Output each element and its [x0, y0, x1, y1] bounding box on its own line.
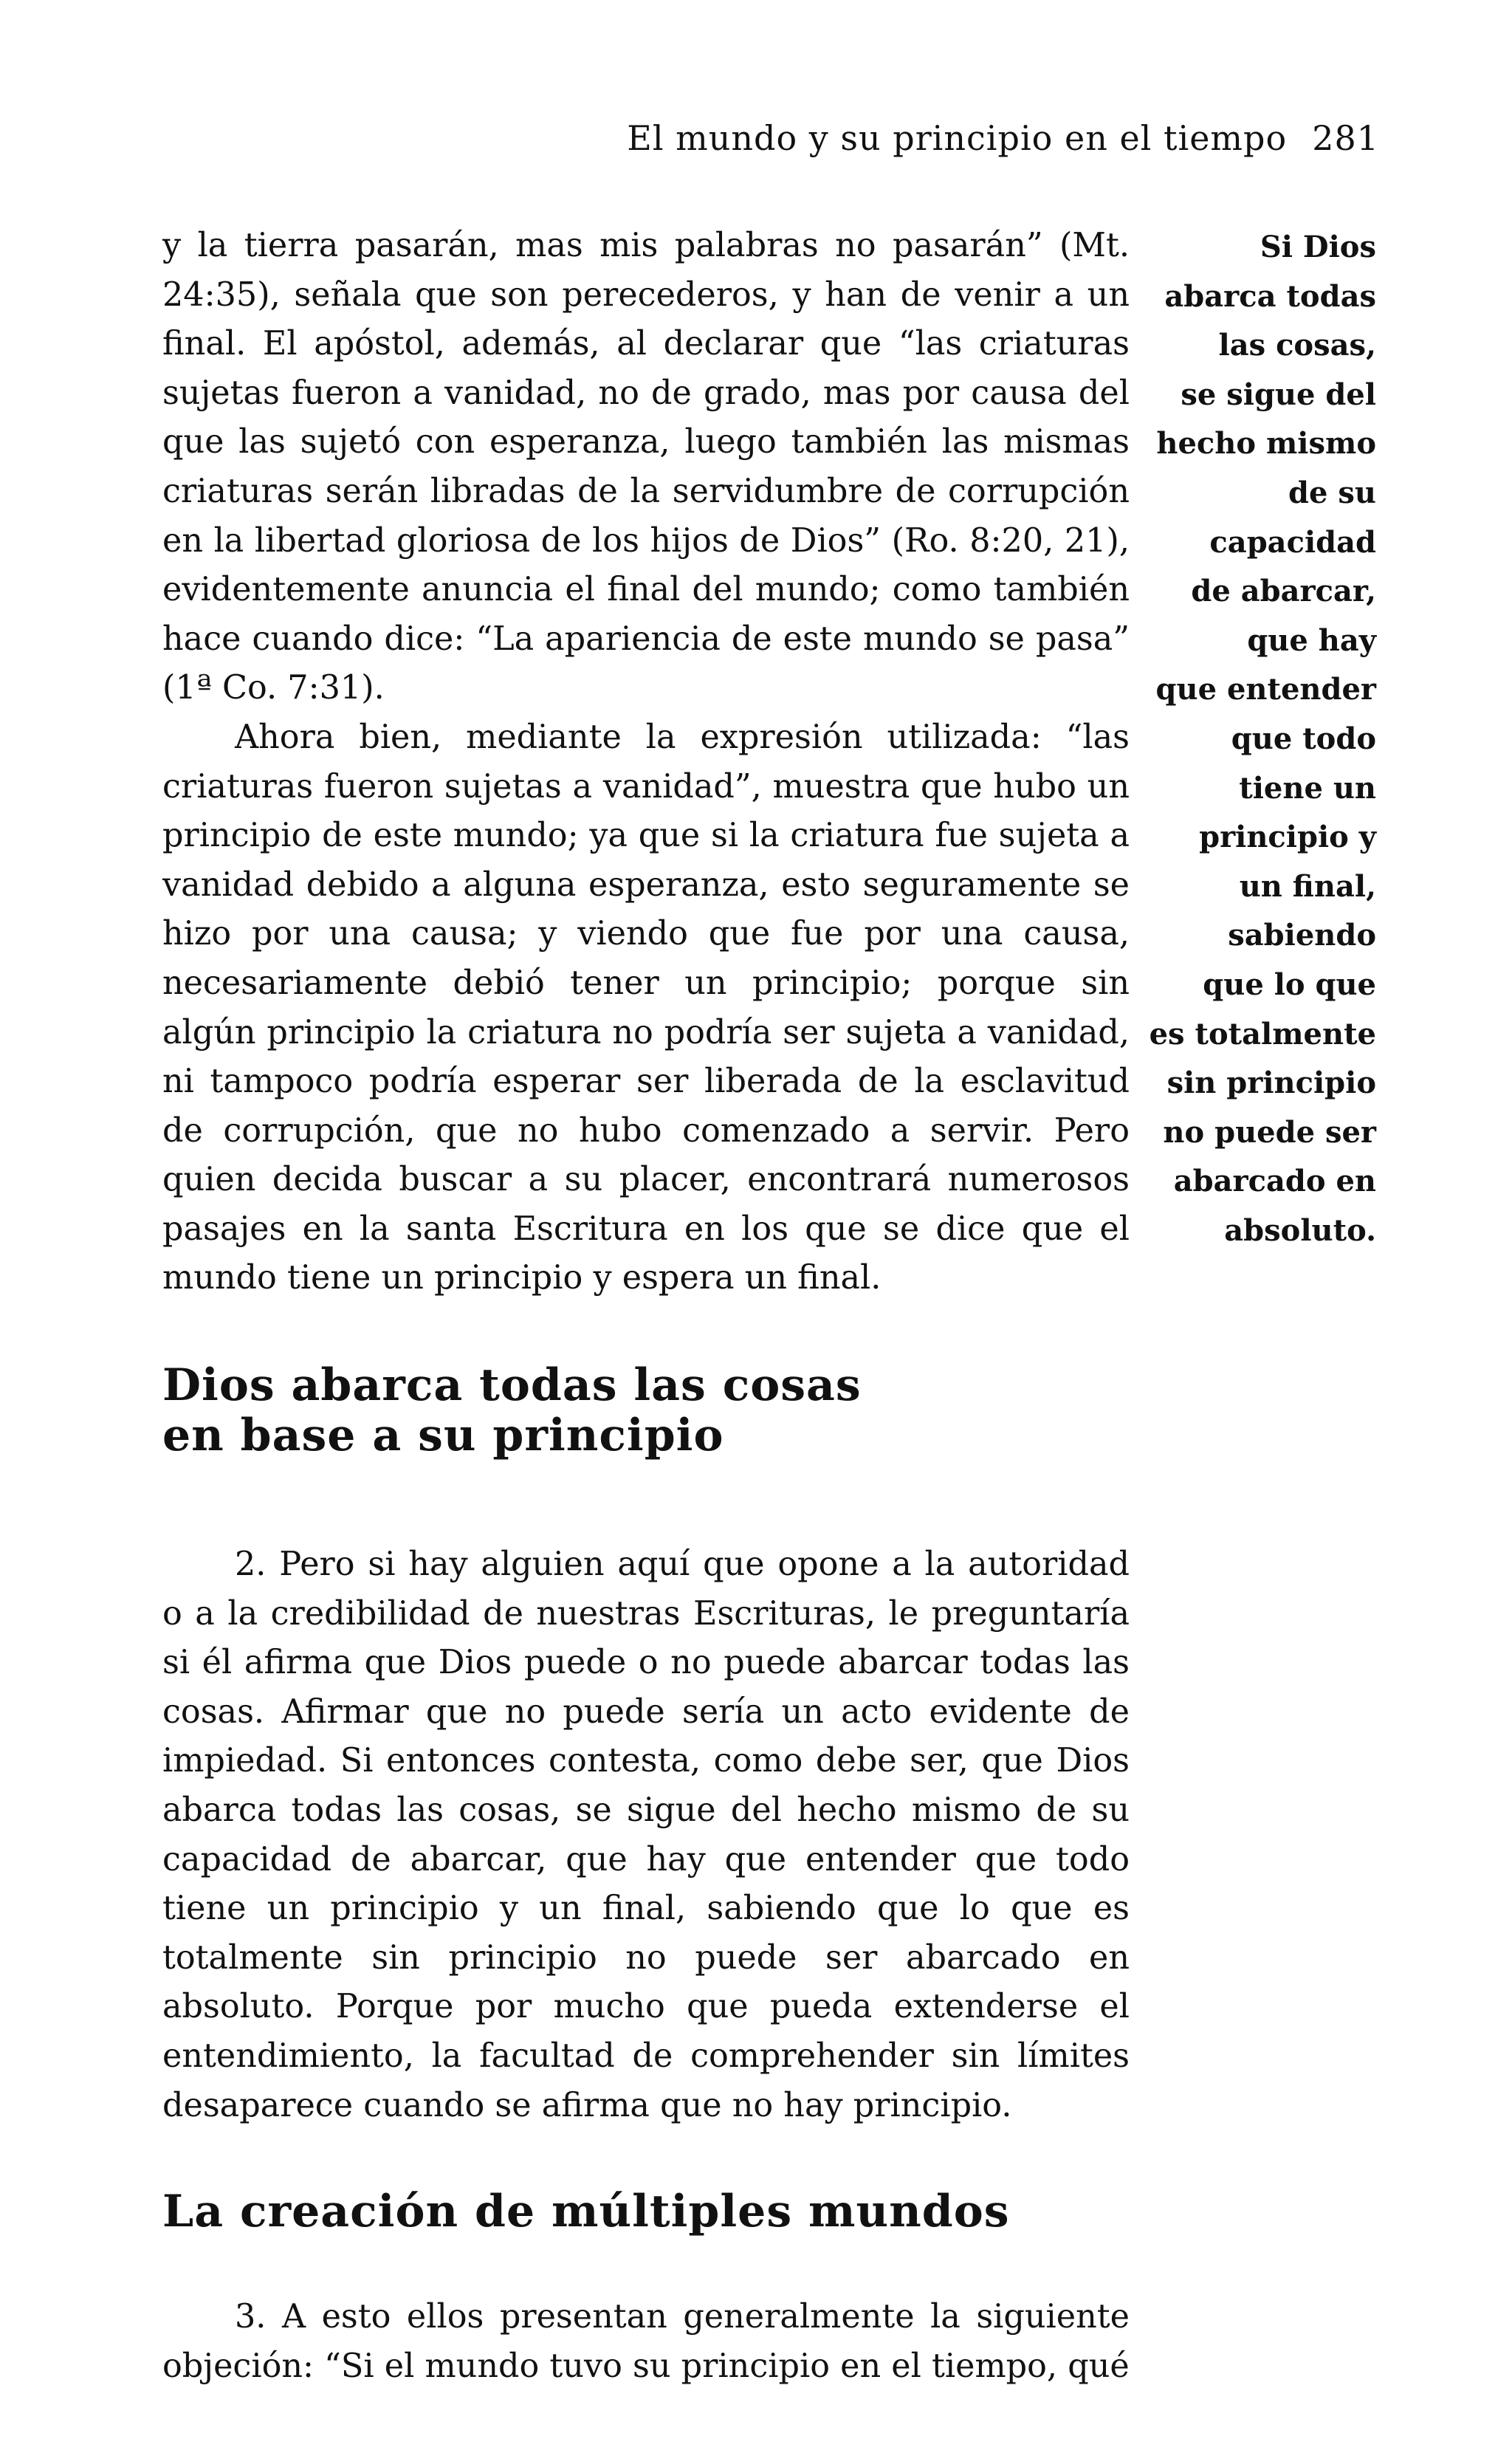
margin-note-line: un final,	[1239, 868, 1376, 904]
margin-note-line: principio y	[1199, 820, 1376, 855]
margin-note-line: que todo	[1231, 721, 1376, 756]
margin-note-line: Si Dios	[1260, 230, 1376, 264]
margin-note-line: se sigue del	[1181, 377, 1376, 412]
section-heading: La creación de múltiples mundos	[162, 2186, 1010, 2238]
margin-note-line: capacidad	[1209, 524, 1376, 560]
margin-note-line: es totalmente	[1149, 1016, 1376, 1051]
margin-note-line: que lo que	[1203, 967, 1376, 1002]
margin-note-line: hecho mismo	[1156, 426, 1376, 462]
section-heading	[162, 1360, 1130, 1461]
main-text-column	[162, 222, 1130, 2391]
margin-note-line: que entender	[1155, 672, 1376, 707]
body-paragraph: y la tierra pasarán, mas mis palabras no pasarán” (Mt. 24:35), señala que son perecederos, y han de venir a un final. El apóstol, además, al declarar que “las criaturas sujetas fueron a vanidad, no de grado, mas por causa del que las sujetó con esperanza, luego también las mismas criaturas serán libradas de la servidumbre de corrupción en la libertad gloriosa de los hijos de Dios” (Ro. 8:20, 21), evidentemente anuncia el final del mundo; como también hace cuando dice: “La apariencia de este mundo se pasa” (1ª Co. 7:31).	[162, 227, 1130, 707]
running-head	[627, 118, 1379, 158]
body-paragraph: 3. A esto ellos presentan generalmente la siguiente objeción: “Si el mundo tuvo su principio en el tiempo, qué	[162, 2298, 1130, 2385]
margin-note-line: no puede ser	[1163, 1114, 1376, 1150]
margin-note-line: abarcado en	[1173, 1164, 1376, 1199]
section-heading-line: Dios abarca todas las cosas	[162, 1359, 862, 1412]
margin-note-line: sabiendo	[1228, 918, 1376, 953]
margin-note	[1146, 223, 1376, 1255]
margin-note-line: las cosas,	[1218, 328, 1376, 363]
margin-note-line: de abarcar,	[1191, 574, 1376, 609]
margin-note-line: sin principio	[1166, 1066, 1376, 1101]
page-number: 281	[1312, 118, 1379, 158]
body-paragraph: Ahora bien, mediante la expresión utilizada: “las criaturas fueron sujetas a vanidad”, muestra que hubo un principio de este mundo; ya que si la criatura fue sujeta a vanidad debido a alguna esperanza, esto seguramente se hizo por una causa; y viendo que fue por una causa, necesariamente debió tener un principio; porque sin algún principio la criatura no podría ser sujeta a vanidad, ni tampoco podría esperar ser liberada de la esclavitud de corrupción, que no hubo comenzado a servir. Pero quien decida buscar a su placer, encontrará numerosos pasajes en la santa Escritura en los que se dice que el mundo tiene un principio y espera un final.	[162, 718, 1130, 1297]
margin-note-line: abarca todas	[1164, 278, 1376, 314]
section-heading-line: en base a su principio	[162, 1410, 724, 1462]
margin-note-line: de su	[1288, 475, 1376, 510]
running-title: El mundo y su principio en el tiempo	[627, 118, 1288, 158]
margin-note-line: absoluto.	[1224, 1212, 1376, 1248]
margin-note-line: tiene un	[1239, 770, 1376, 806]
body-paragraph: 2. Pero si hay alguien aquí que opone a la autoridad o a la credibilidad de nuestras Escrituras, le preguntaría si él afirma que Dios puede o no puede abarcar todas las cosas. Afirmar que no puede sería un acto evidente de impiedad. Si entonces contesta, como debe ser, que Dios abarca todas las cosas, se sigue del hecho mismo de su capacidad de abarcar, que hay que entender que todo tiene un principio y un final, sabiendo que lo que es totalmente sin principio no puede ser abarcado en absoluto. Porque por mucho que pueda extenderse el entendimiento, la facultad de comprehender sin límites desaparece cuando se afirma que no hay principio.	[162, 1545, 1130, 2124]
margin-note-line: que hay	[1247, 622, 1376, 658]
